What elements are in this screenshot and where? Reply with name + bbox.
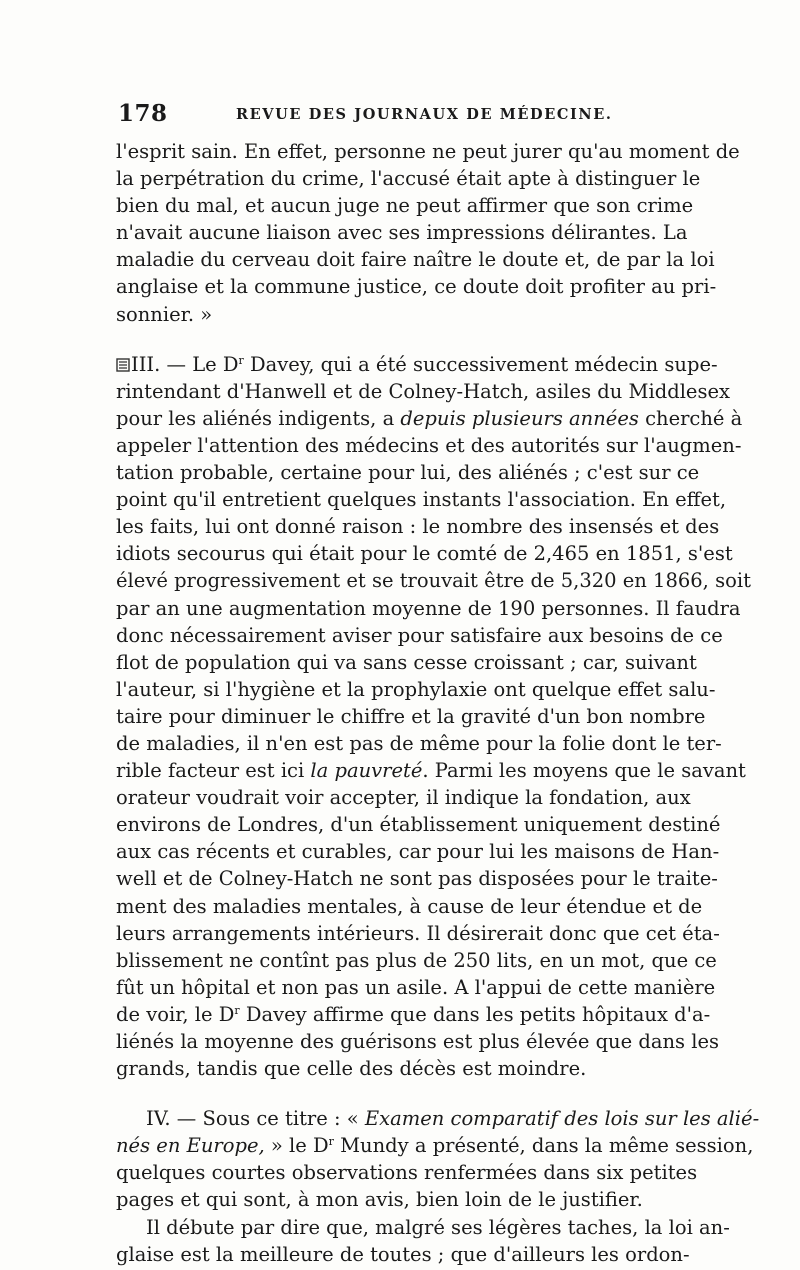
text-line: point qu'il entretient quelques instants l'association. En effet, <box>116 488 727 512</box>
text-line: grands, tandis que celle des décès est moindre. <box>116 1057 587 1081</box>
italic-title: nés en Europe, <box>116 1134 265 1158</box>
text-line: sonnier. » <box>116 302 213 326</box>
text-line: glaise est la meilleure de toutes ; que d'ailleurs les ordon- <box>116 1242 690 1266</box>
paragraph-gap <box>116 1082 682 1105</box>
text-line: la perpétration du crime, l'accusé était apte à distinguer le <box>116 167 701 191</box>
text-line: flot de population qui va sans cesse croissant ; car, suivant <box>116 650 697 674</box>
text-line: fût un hôpital et non pas un asile. A l'appui de cette manière <box>116 975 716 999</box>
text-line <box>116 757 746 784</box>
text-line: bien du mal, et aucun juge ne peut affirmer que son crime <box>116 194 694 218</box>
text-line: idiots secourus qui était pour le comté de 2,465 en 1851, s'est <box>116 542 733 566</box>
text-fragment: cherché à <box>638 406 743 430</box>
text-fragment: Davey, qui a été successivement médecin supe- <box>243 352 718 376</box>
paragraph-gap <box>116 328 682 351</box>
text-line: n'avait aucune liaison avec ses impressions délirantes. La <box>116 221 688 245</box>
superscript-r: r <box>238 353 244 367</box>
text-line: quelques courtes observations renfermées dans six petites <box>116 1161 698 1185</box>
text-line: l'auteur, si l'hygiène et la prophylaxie ont quelque effet salu- <box>116 677 716 701</box>
text-line: de maladies, il n'en est pas de même pour la folie dont le ter- <box>116 731 722 755</box>
text-line: pages et qui sont, à mon avis, bien loin de le justifier. <box>116 1188 643 1212</box>
running-head <box>118 100 688 130</box>
text-line <box>116 1132 754 1159</box>
italic-phrase: depuis plusieurs années <box>400 406 639 430</box>
italic-phrase: la pauvreté <box>310 759 423 783</box>
text-fragment: pour les aliénés indigents, a <box>116 406 401 430</box>
body-text <box>116 138 760 1268</box>
text-line: liénés la moyenne des guérisons est plus élevée que dans les <box>116 1030 720 1053</box>
text-line: élevé progressivement et se trouvait être de 5,320 en 1866, soit <box>116 569 751 593</box>
text-fragment: Davey affirme que dans les petits hôpitaux d'a- <box>239 1002 711 1026</box>
text-fragment: » le D <box>264 1134 329 1158</box>
text-line: blissement ne contînt pas plus de 250 lits, en un mot, que ce <box>116 948 717 972</box>
text-fragment: de voir, le D <box>116 1002 235 1026</box>
text-line: par an une augmentation moyenne de 190 personnes. Il faudra <box>116 596 741 620</box>
text-line: les faits, lui ont donné raison : le nombre des insensés et des <box>116 515 720 539</box>
superscript-r: r <box>234 1003 240 1017</box>
text-line: leurs arrangements intérieurs. Il désirerait donc que cet éta- <box>116 921 720 945</box>
section-iv-label: IV. — Sous ce titre : « <box>146 1107 365 1131</box>
text-line: aux cas récents et curables, car pour lui les maisons de Han- <box>116 840 720 864</box>
text-line: taire pour diminuer le chiffre et la gravité d'un bon nombre <box>116 704 706 728</box>
text-line <box>116 1001 711 1028</box>
text-line <box>116 405 743 432</box>
text-line: maladie du cerveau doit faire naître le doute et, de par la loi <box>116 248 715 272</box>
text-line: ment des maladies mentales, à cause de leur étendue et de <box>116 894 703 918</box>
text-line: donc nécessairement aviser pour satisfaire aux besoins de ce <box>116 623 723 647</box>
text-fragment: Mundy a présenté, dans la même session, <box>333 1134 754 1158</box>
text-line: rintendant d'Hanwell et de Colney-Hatch, asiles du Middlesex <box>116 379 731 403</box>
section-mark-icon <box>116 352 130 366</box>
superscript-r: r <box>328 1135 334 1149</box>
text-line: appeler l'attention des médecins et des autorités sur l'augmen- <box>116 433 742 457</box>
section-iii-first-line <box>116 351 718 378</box>
text-line: environs de Londres, d'un établissement uniquement destiné <box>116 813 721 837</box>
text-fragment: rible facteur est ici <box>116 759 311 783</box>
text-line: l'esprit sain. En effet, personne ne peut jurer qu'au moment de <box>116 140 740 163</box>
text-fragment: . Parmi les moyens que le savant <box>422 759 746 783</box>
text-line: well et de Colney-Hatch ne sont pas disposées pour le traite- <box>116 867 718 891</box>
text-line: tation probable, certaine pour lui, des aliénés ; c'est sur ce <box>116 461 700 485</box>
text-line: orateur voudrait voir accepter, il indique la fondation, aux <box>116 786 691 810</box>
italic-title: Examen comparatif des lois sur les alié- <box>364 1107 760 1131</box>
page-number: 178 <box>118 100 168 127</box>
journal-title: REVUE DES JOURNAUX DE MÉDECINE. <box>236 106 613 123</box>
section-iv-first-line <box>116 1105 760 1132</box>
text-line: anglaise et la commune justice, ce doute doit profiter au pri- <box>116 275 717 299</box>
section-iii-label: III. — Le D <box>131 352 239 376</box>
text-line: Il débute par dire que, malgré ses légères taches, la loi an- <box>146 1215 730 1239</box>
